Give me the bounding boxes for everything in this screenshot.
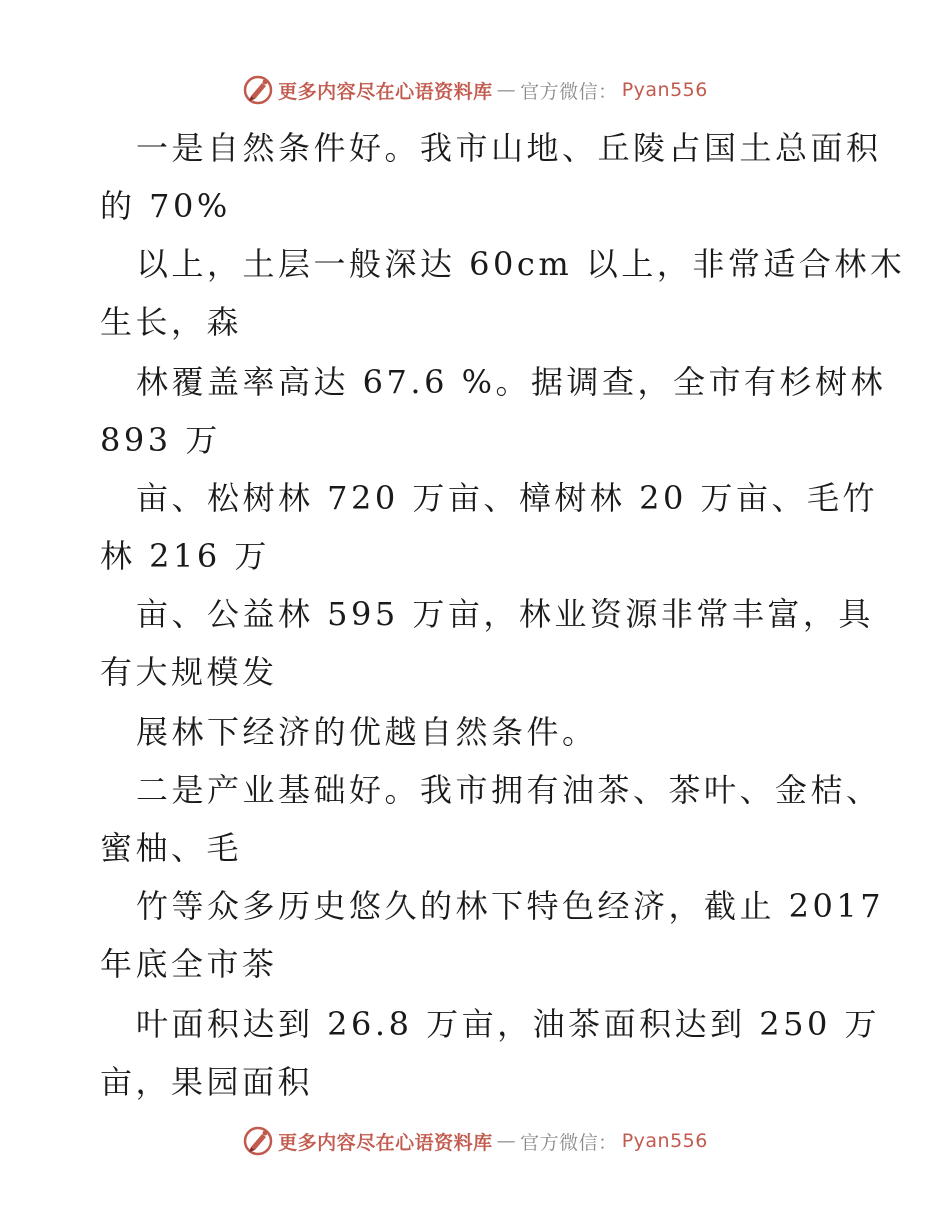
text-line: 亩、公益林 595 万亩，林业资源非常丰富，具: [136, 595, 874, 633]
text-line: 亩，果园面积: [100, 1063, 314, 1101]
text-line: 的 70%: [100, 187, 231, 225]
text-line: 以上，土层一般深达 60cm 以上，非常适合林木: [136, 245, 906, 283]
text-line: 有大规模发: [100, 653, 278, 691]
watermark-dash: —: [496, 79, 517, 101]
text-line: 二是产业基础好。我市拥有油茶、茶叶、金桔、: [136, 771, 882, 809]
text-line: 蜜柚、毛: [100, 829, 243, 867]
text-line: 亩、松树林 720 万亩、樟树林 20 万亩、毛竹: [136, 479, 878, 517]
text-line: 生长，森: [100, 303, 243, 341]
watermark-contact-id: Pyan556: [621, 1130, 708, 1152]
text-line: 展林下经济的优越自然条件。: [136, 713, 598, 751]
watermark-contact-label: 官方微信：: [520, 80, 618, 103]
text-line: 林 216 万: [100, 537, 270, 575]
watermark-contact-label: 官方微信：: [520, 1131, 618, 1154]
watermark-main-text: 更多内容尽在心语资料库: [278, 1131, 493, 1154]
text-line: 叶面积达到 26.8 万亩，油茶面积达到 250 万: [136, 1005, 881, 1043]
watermark-banner-bottom: [0, 1121, 950, 1161]
watermark-contact-id: Pyan556: [621, 79, 708, 101]
text-line: 一是自然条件好。我市山地、丘陵占国土总面积: [136, 129, 882, 167]
text-line: 竹等众多历史悠久的林下特色经济，截止 2017: [136, 887, 885, 925]
watermark-dash: —: [496, 1130, 517, 1152]
pen-logo-icon: [242, 1125, 274, 1157]
text-line: 林覆盖率高达 67.6 %。据调查，全市有杉树林: [136, 363, 887, 401]
text-line: 年底全市茶: [100, 945, 278, 983]
watermark-main-text: 更多内容尽在心语资料库: [278, 80, 493, 103]
text-line: 893 万: [100, 421, 221, 459]
